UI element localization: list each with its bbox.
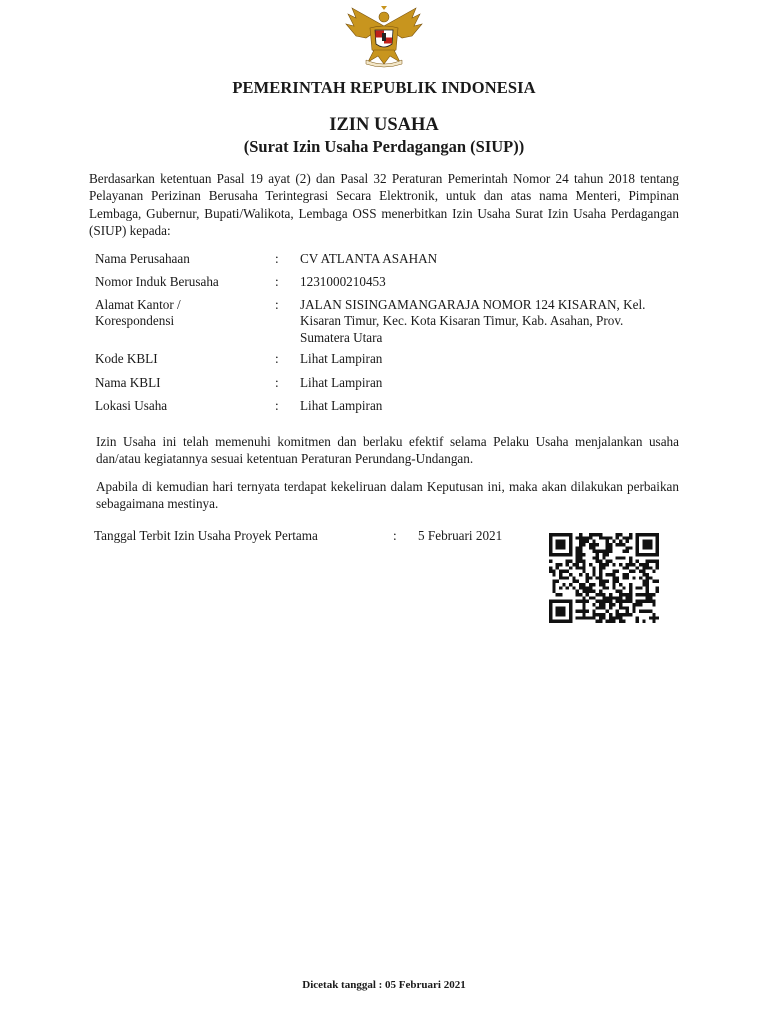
detail-value: JALAN SISINGAMANGARAJA NOMOR 124 KISARAN, Kel. Kisaran Timur, Kec. Kota Kisaran Timur, Kab. Asahan, Prov. Sumatera Utara: [300, 297, 646, 345]
detail-label: Nomor Induk Berusaha: [95, 274, 219, 289]
detail-label: Nama Perusahaan: [95, 251, 190, 266]
garuda-emblem-icon: [344, 4, 424, 68]
detail-label: Lokasi Usaha: [95, 398, 168, 413]
qr-code-icon: [549, 533, 659, 623]
detail-value: Lihat Lampiran: [300, 351, 383, 366]
detail-value: Lihat Lampiran: [300, 398, 383, 413]
government-header: PEMERINTAH REPUBLIK INDONESIA: [232, 78, 536, 97]
correction-paragraph: Apabila di kemudian hari ternyata terdapat kekeliruan dalam Keputusan ini, maka akan dilakukan perbaikan sebagaimana mestinya.: [96, 479, 679, 512]
detail-separator: :: [275, 375, 279, 390]
detail-label: Nama KBLI: [95, 375, 161, 390]
issue-date-label: Tanggal Terbit Izin Usaha Proyek Pertama: [94, 528, 318, 543]
detail-value: Lihat Lampiran: [300, 375, 383, 390]
detail-separator: :: [275, 274, 279, 289]
detail-separator: :: [275, 297, 279, 312]
detail-value: CV ATLANTA ASAHAN: [300, 251, 438, 266]
document-subtitle: (Surat Izin Usaha Perdagangan (SIUP)): [243, 137, 525, 156]
detail-label: Alamat Kantor / Korespondensi: [95, 297, 181, 329]
issue-date-value: 5 Februari 2021: [418, 528, 503, 543]
detail-separator: :: [275, 251, 279, 266]
detail-label: Kode KBLI: [95, 351, 158, 366]
validity-paragraph: Izin Usaha ini telah memenuhi komitmen dan berlaku efektif selama Pelaku Usaha menjalankan usaha dan/atau kegiatannya sesuai ketentuan Peraturan Perundang-Undangan.: [96, 434, 679, 467]
print-date-footer: Dicetak tanggal : 05 Februari 2021: [302, 979, 466, 991]
intro-paragraph: Berdasarkan ketentuan Pasal 19 ayat (2) dan Pasal 32 Peraturan Pemerintah Nomor 24 tahun 2018 tentang Pelayanan Perizinan Berusaha Terintegrasi Secara Elektronik, untuk dan atas nama Menteri, Pimpinan Lembaga, Gubernur, Bupati/Walikota, Lembaga OSS menerbitkan Izin Usaha Surat Izin Usaha Perdagangan (SIUP) kepada:: [89, 171, 679, 238]
document-title: IZIN USAHA: [329, 115, 439, 135]
detail-value: 1231000210453: [300, 274, 386, 289]
issue-date-separator: :: [393, 528, 397, 543]
detail-separator: :: [275, 351, 279, 366]
detail-separator: :: [275, 398, 279, 413]
